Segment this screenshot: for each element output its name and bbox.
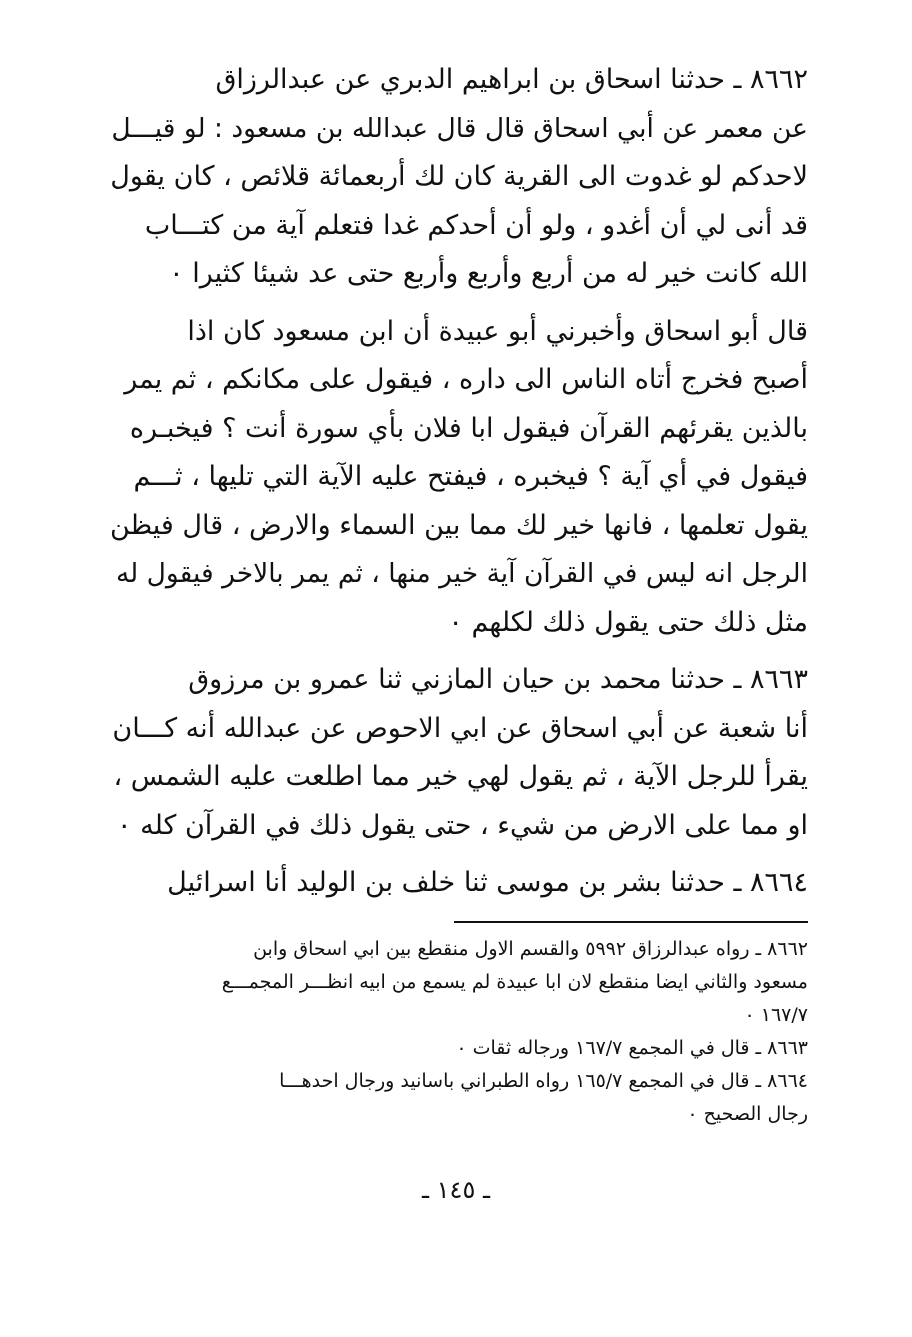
footnote-line: ٨٦٦٣ ـ قال في المجمع ١٦٧/٧ ورجاله ثقات ٠ — [456, 1037, 808, 1059]
text-line: بالذين يقرئهم القرآن فيقول ابا فلان بأي سورة أنت ؟ فيخبـره — [129, 412, 808, 444]
hadith-8662 — [104, 56, 808, 299]
text-line: لاحدكم لو غدوت الى القرية كان لك أربعمائة قلائص ، كان يقول — [110, 161, 808, 192]
footnote-8664 — [104, 1065, 808, 1131]
footnote-line: ٨٦٦٢ ـ رواه عبدالرزاق ٥٩٩٢ والقسم الاول منقطع بين ابي اسحاق وابن — [253, 938, 808, 960]
text-line: يقرأ للرجل الآية ، ثم يقول لهي خير مما اطلعت عليه الشمس ، — [113, 761, 808, 792]
text-line: قال أبو اسحاق وأخبرني أبو عبيدة أن ابن مسعود كان اذا — [187, 315, 808, 347]
footnote-line: مسعود والثاني ايضا منقطع لان ابا عبيدة لم يسمع من ابيه انظـــر المجمـــع — [221, 971, 808, 993]
footnote-8662 — [104, 933, 808, 1032]
text-line: يقول تعلمها ، فانها خير لك مما بين السماء والارض ، قال فيظن — [110, 509, 808, 541]
main-text — [104, 56, 808, 917]
text-line: ٨٦٦٣ ـ حدثنا محمد بن حيان المازني ثنا عمرو بن مرزوق — [188, 664, 808, 695]
text-line: مثل ذلك حتى يقول ذلك لكلهم ٠ — [448, 606, 808, 638]
text-line: ٨٦٦٤ ـ حدثنا بشر بن موسى ثنا خلف بن الوليد أنا اسرائيل — [167, 867, 808, 898]
page-number: ـ ١٤٥ ـ — [421, 1176, 490, 1204]
text-line: قد أنى لي أن أغدو ، ولو أن أحدكم غدا فتعلم آية من كتـــاب — [144, 209, 808, 241]
text-line: عن معمر عن أبي اسحاق قال قال عبدالله بن مسعود : لو قيـــل — [111, 112, 808, 144]
abu-ishaq-paragraph — [104, 308, 808, 648]
footnote-line: ١٦٧/٧ ٠ — [744, 1004, 808, 1026]
text-line: الرجل انه ليس في القرآن آية خير منها ، ثم يمر بالاخر فيقول له — [115, 558, 808, 589]
hadith-8663 — [104, 656, 808, 850]
text-line: أصبح فخرج أتاه الناس الى داره ، فيقول على مكانكم ، ثم يمر — [124, 364, 808, 395]
text-line: فيقول في أي آية ؟ فيخبره ، فيفتح عليه الآية التي تليها ، ثـــم — [133, 461, 808, 492]
text-line: الله كانت خير له من أربع وأربع وأربع حتى عد شيئا كثيرا ٠ — [169, 258, 808, 289]
footnote-8663 — [104, 1032, 808, 1065]
footnotes — [104, 933, 808, 1131]
footnote-line: ٨٦٦٤ ـ قال في المجمع ١٦٥/٧ رواه الطبراني باسانيد ورجال احدهـــا — [279, 1070, 808, 1092]
footnote-line: رجال الصحيح ٠ — [687, 1103, 808, 1125]
text-line: او مما على الارض من شيء ، حتى يقول ذلك في القرآن كله ٠ — [117, 809, 808, 841]
text-line: أنا شعبة عن أبي اسحاق عن ابي الاحوص عن عبدالله أنه كـــان — [112, 712, 808, 744]
hadith-8664 — [104, 859, 808, 908]
text-line: ٨٦٦٢ ـ حدثنا اسحاق بن ابراهيم الدبري عن عبدالرزاق — [215, 64, 808, 95]
footnote-divider — [454, 921, 808, 923]
